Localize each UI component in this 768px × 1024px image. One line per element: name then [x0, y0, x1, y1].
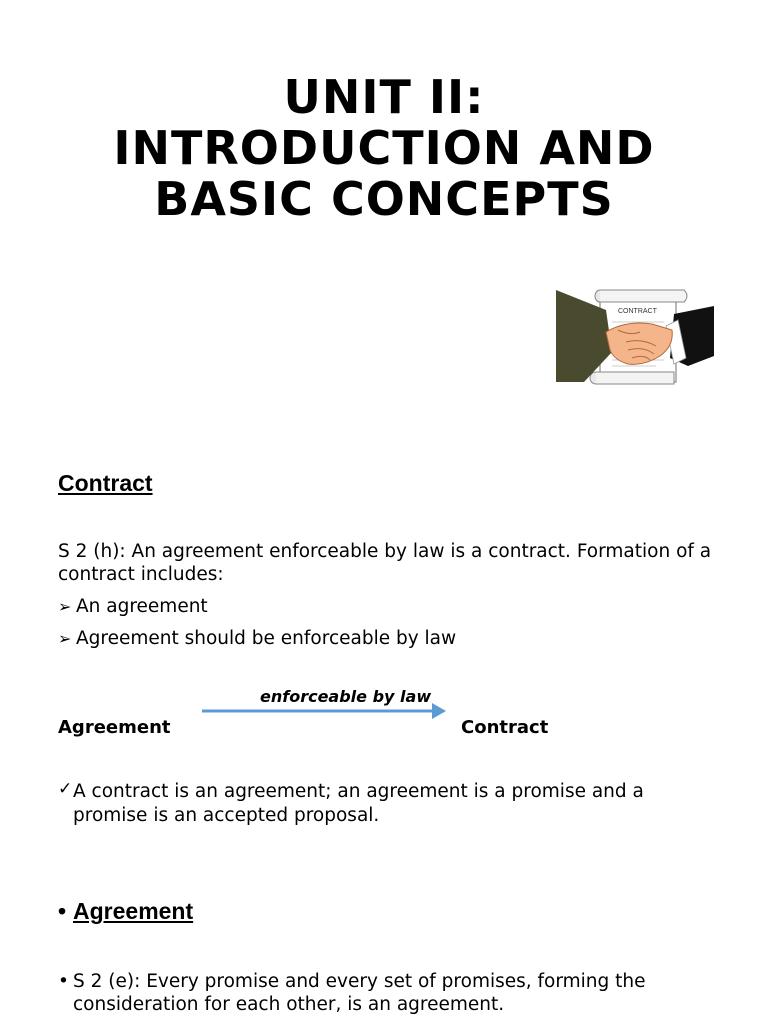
clipart-label: CONTRACT — [618, 308, 657, 315]
agreement-heading — [58, 898, 193, 925]
flow-to-label: Contract — [461, 717, 549, 738]
list-item-text: Agreement should be enforceable by law — [76, 628, 457, 649]
list-item — [58, 627, 456, 650]
check-note-text: A contract is an agreement; an agreement is a promise and a promise is an accepted proposal. — [73, 781, 644, 826]
handshake-contract-icon — [556, 286, 716, 390]
arrowhead-bullet-icon: ➢ — [58, 629, 72, 648]
agreement-definition — [58, 970, 738, 1016]
agreement-definition-text: S 2 (e): Every promise and every set of promises, forming the consideration for each other, is an agreement. — [73, 971, 646, 1015]
list-item-text: An agreement — [76, 596, 208, 617]
page-title — [0, 72, 768, 225]
agreement-heading-text: Agreement — [73, 898, 194, 924]
checkmark-icon: ✓ — [58, 779, 73, 799]
check-note — [58, 780, 718, 828]
arrow-caption: enforceable by law — [260, 687, 432, 706]
flow-from-label: Agreement — [58, 717, 171, 738]
title-line-3: BASIC CONCEPTS — [154, 172, 614, 226]
bullet-dot-icon: • — [58, 971, 69, 992]
right-arrow-icon — [202, 702, 446, 720]
contract-definition: S 2 (h): An agreement enforceable by law is a contract. Formation of a contract includes: — [58, 541, 712, 585]
arrowhead-bullet-icon: ➢ — [58, 597, 72, 616]
title-line-1: UNIT II: — [283, 70, 485, 124]
bullet-dot-icon: • — [58, 898, 67, 924]
contract-heading: Contract — [58, 470, 153, 496]
list-item — [58, 595, 208, 618]
title-line-2: INTRODUCTION AND — [113, 121, 655, 175]
